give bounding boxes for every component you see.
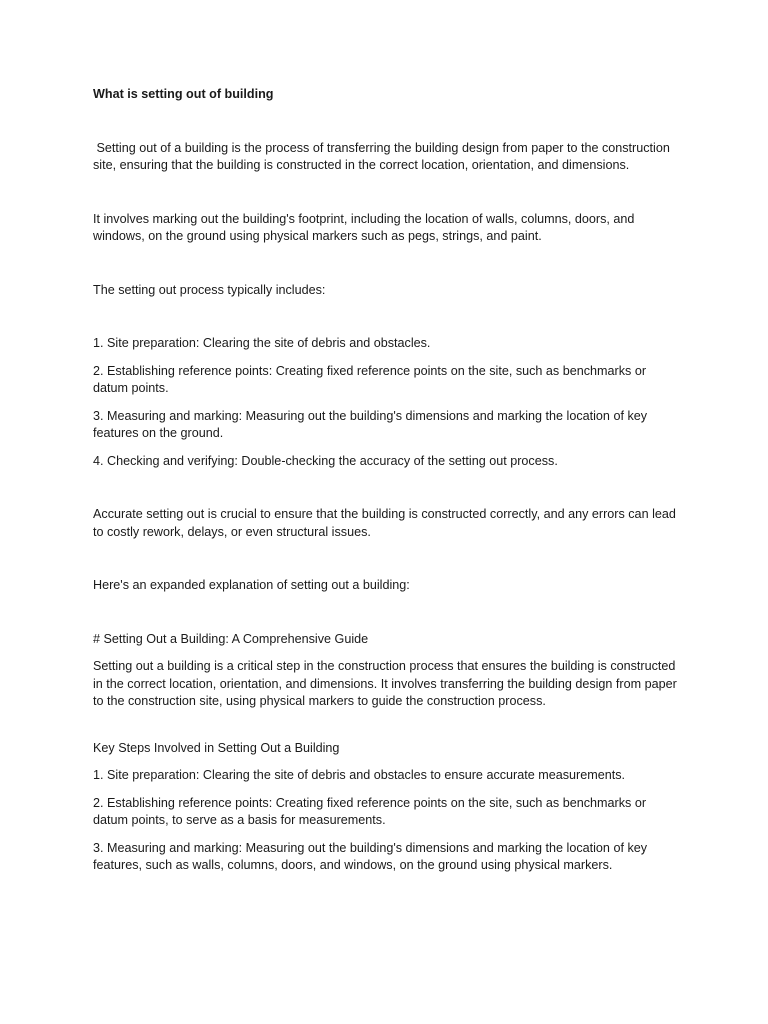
document-title: What is setting out of building [93,87,274,101]
list-item: 4. Checking and verifying: Double-checking the accuracy of the setting out process. [93,453,558,468]
process-list [93,335,683,470]
key-steps-title: Key Steps Involved in Setting Out a Building [93,740,340,755]
list-item: 1. Site preparation: Clearing the site of debris and obstacles. [93,336,431,350]
guide-title: # Setting Out a Building: A Comprehensive Guide [93,631,369,646]
list-item: 3. Measuring and marking: Measuring out the building's dimensions and marking the location of key features, such as walls, columns, doors, and windows, on the ground using physical markers. [93,840,648,872]
process-intro-paragraph: The setting out process typically includes: [93,282,326,297]
guide-paragraph: Setting out a building is a critical step in the construction process that ensures the building is constructed in the correct location, orientation, and dimensions. It involves transferring the building design from paper to the construction site, using physical markers to guide the construction process. [93,659,677,708]
definition-paragraph: Setting out of a building is the process of transferring the building design from paper to the construction site, ensuring that the building is constructed in the correct location, orientation, and dimensions. [93,140,674,172]
importance-paragraph: Accurate setting out is crucial to ensure that the building is constructed correctly, and any errors can lead to costly rework, delays, or even structural issues. [93,507,680,539]
footprint-paragraph: It involves marking out the building's footprint, including the location of walls, columns, doors, and windows, on the ground using physical markers such as pegs, strings, and paint. [93,211,638,243]
key-steps-list [93,767,683,875]
list-item: 2. Establishing reference points: Creating fixed reference points on the site, such as benchmarks or datum points. [93,363,647,395]
list-item: 3. Measuring and marking: Measuring out the building's dimensions and marking the location of key features on the ground. [93,408,648,440]
list-item: 2. Establishing reference points: Creating fixed reference points on the site, such as benchmarks or datum points, to serve as a basis for measurements. [93,795,647,827]
document-content [93,86,683,885]
list-item: 1. Site preparation: Clearing the site of debris and obstacles to ensure accurate measurements. [93,768,626,782]
expanded-intro-paragraph: Here's an expanded explanation of setting out a building: [93,578,410,592]
